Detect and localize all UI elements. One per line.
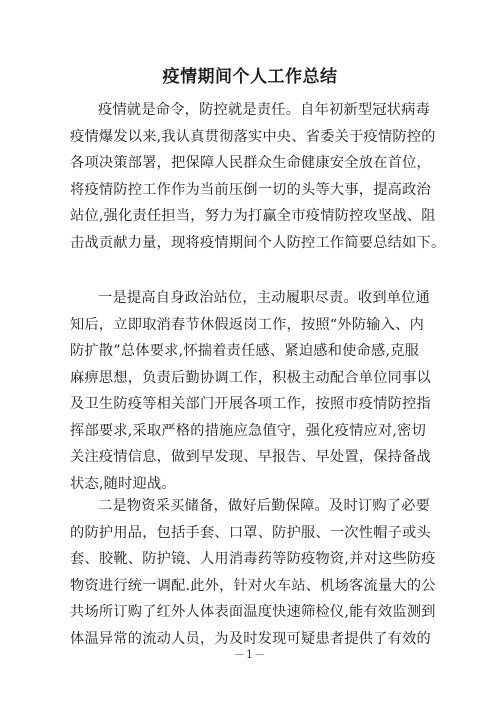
paragraph-intro: [70, 97, 444, 256]
paragraph-line: 物资进行统一调配.此外，针对火车站、机场客流量大的公: [70, 577, 436, 594]
paragraph-line: 站位,强化责任担当，努力为打赢全市疫情防控攻坚战、阻: [70, 208, 436, 224]
paragraph-supplies: [70, 493, 444, 652]
paragraph-line: 麻痹思想，负责后勤协调工作，积极主动配合单位同事以: [70, 369, 431, 386]
paragraph-line: 体温异常的流动人员，为及时发现可疑患者提供了有效的: [70, 630, 431, 647]
paragraph-line: 关注疫情信息，做到早发现、早报告、早处置，保持备战: [70, 449, 431, 465]
paragraph-political-stance: [70, 285, 444, 497]
page-number: －1－: [234, 648, 266, 661]
paragraph-line: 套、胶靴、防护镜、人用消毒药等防疫物资,并对这些防疫: [70, 551, 436, 567]
paragraph-line: 各项决策部署，把保障人民群众生命健康安全放在首位，: [70, 155, 431, 171]
paragraph-line: 防扩散”总体要求,怀揣着责任感、紧迫感和使命感,克服: [70, 343, 420, 359]
paragraph-line: 疫情就是命令，防控就是责任。自年初新型冠状病毒: [98, 102, 431, 118]
paragraph-line: 疫情爆发以来,我认真贯彻落实中央、省委关于疫情防控的: [70, 128, 436, 145]
paragraph-line: 及卫生防疫等相关部门开展各项工作，按照市疫情防控指: [70, 396, 431, 412]
paragraph-line: 的防护用品，包括手套、口罩、防护服、一次性帽子或头: [70, 524, 431, 541]
paragraph-line: 知后，立即取消春节休假返岗工作，按照“外防输入、内: [70, 316, 425, 333]
paragraph-line: 击战贡献力量，现将疫情期间个人防控工作简要总结如下。: [70, 234, 446, 251]
paragraph-line: 共场所订购了红外人体表面温度快速筛检仪,能有效监测到: [70, 604, 436, 620]
paragraph-line: 挥部要求,采取严格的措施应急值守，强化疫情应对,密切: [70, 422, 427, 439]
paragraph-line: 二是物资采买储备，做好后勤保障。及时订购了必要: [98, 498, 431, 514]
document-title: 疫情期间个人工作总结: [162, 67, 338, 87]
paragraph-line: 状态,随时迎战。: [70, 475, 176, 492]
paragraph-line: 将疫情防控工作作为当前压倒一切的头等大事，提高政治: [70, 181, 431, 198]
paragraph-line: 一是提高自身政治站位，主动履职尽责。收到单位通: [98, 290, 431, 306]
